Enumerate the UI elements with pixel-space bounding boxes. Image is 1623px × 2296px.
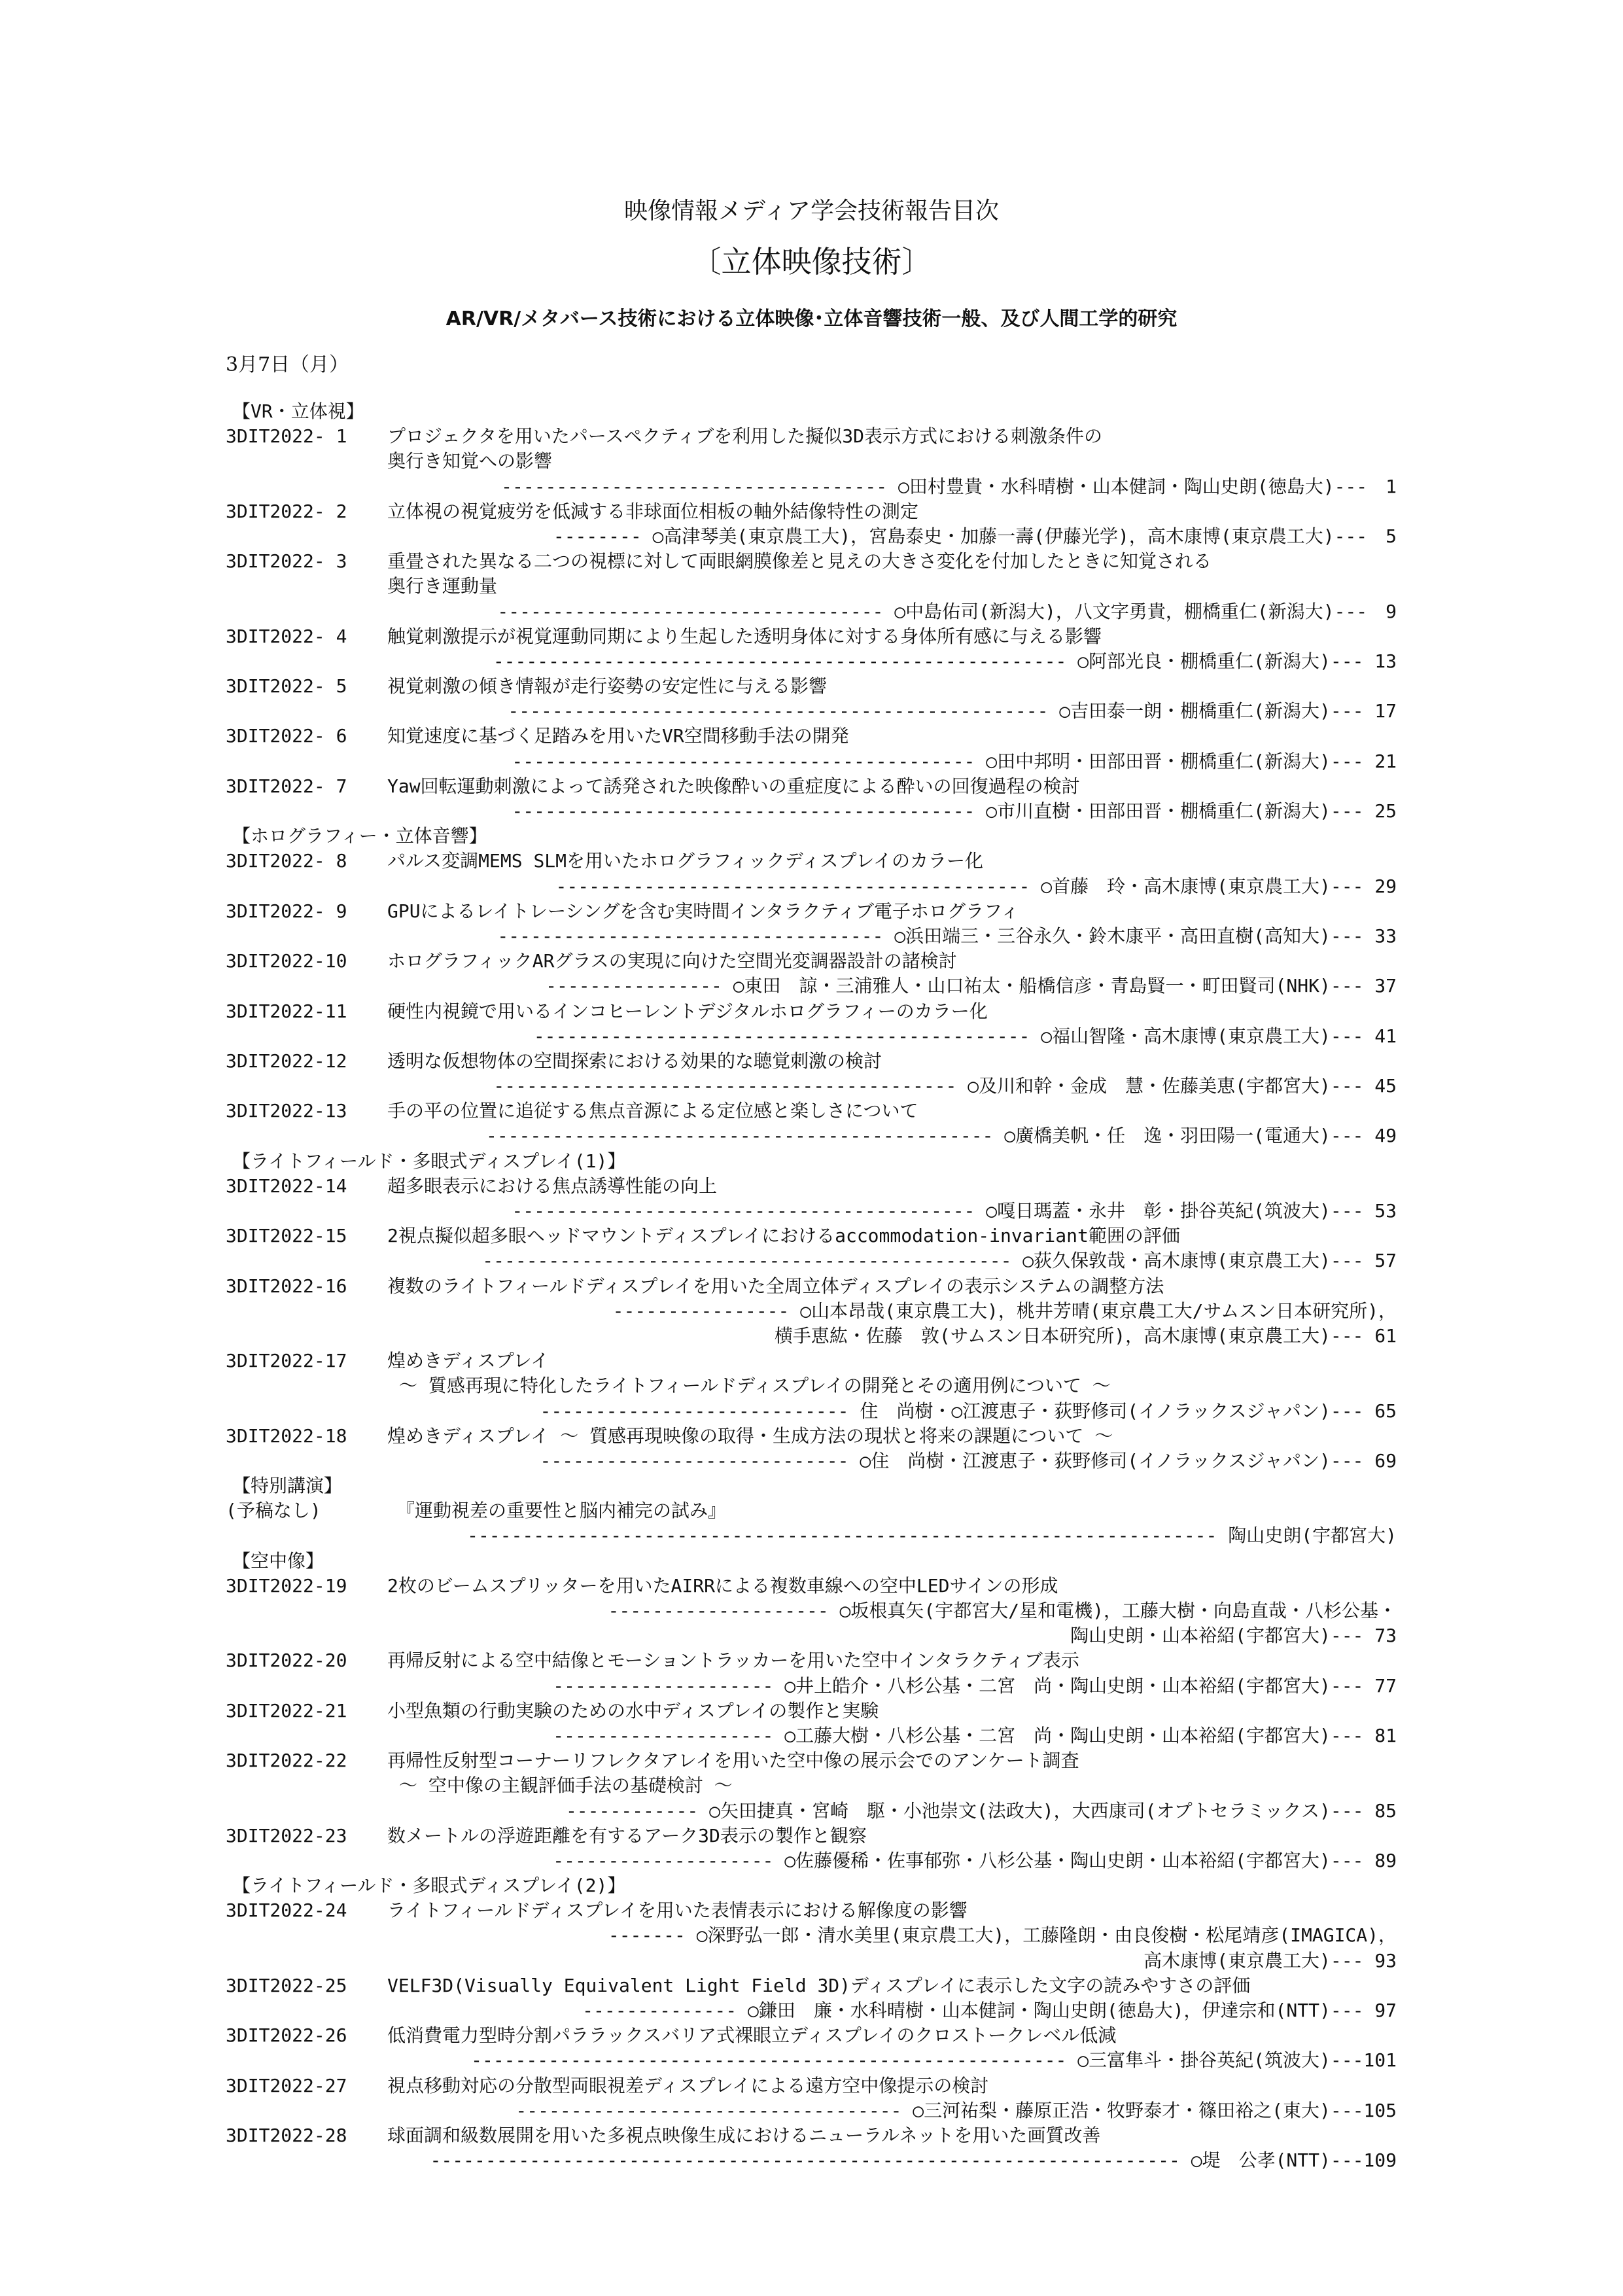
paper-subtitle: ～ 空中像の主観評価手法の基礎検討 ～ — [399, 1775, 733, 1797]
author-line — [226, 2098, 1397, 2123]
paper-id: 3DIT2022-27 — [226, 2074, 347, 2096]
session-heading — [226, 399, 1397, 424]
paper-id: 3DIT2022- 8 — [226, 850, 347, 872]
author-line — [226, 1399, 1397, 1424]
authors-and-page: -------------------------------------------------------------------- 陶山史朗(宇都宮大) — [467, 1525, 1444, 1547]
authors-and-page: 横手恵紘・佐藤 敦(サムスン日本研究所)，高木康博(東京農工大)--- 61 — [774, 1324, 1397, 1347]
paper-title: 重畳された異なる二つの視標に対して両眼網膜像差と見えの大きさ変化を付加したときに知覚される — [387, 550, 1212, 573]
paper-title: ライトフィールドディスプレイを用いた表情表示における解像度の影響 — [387, 1899, 968, 1922]
paper-entry — [226, 499, 1397, 524]
paper-id: 3DIT2022-13 — [226, 1100, 347, 1122]
paper-id: 3DIT2022-24 — [226, 1899, 347, 1922]
paper-entry — [226, 1349, 1397, 1373]
paper-title: 2枚のビームスプリッターを用いたAIRRによる複数車線への空中LEDサインの形成 — [387, 1574, 1058, 1597]
paper-entry — [226, 999, 1397, 1024]
paper-entry — [226, 899, 1397, 924]
author-line — [226, 1623, 1397, 1648]
authors-and-page: ------------------------------------------ ○及川和幹・金成 慧・佐藤美恵(宇都宮大)--- 45 — [493, 1075, 1397, 1097]
author-line — [226, 1799, 1397, 1824]
session-heading-text: 【VR・立体視】 — [232, 400, 364, 422]
paper-id: 3DIT2022- 2 — [226, 500, 347, 522]
paper-entry — [226, 1898, 1397, 1923]
author-line — [226, 749, 1397, 774]
author-line — [226, 924, 1397, 949]
paper-id: 3DIT2022-17 — [226, 1350, 347, 1372]
paper-title: 硬性内視鏡で用いるインコヒーレントデジタルホログラフィーのカラー化 — [387, 1000, 988, 1022]
author-line — [226, 2048, 1397, 2073]
authors-and-page: 陶山史朗・山本裕紹(宇都宮大)--- 73 — [1070, 1625, 1397, 1647]
paper-id: 3DIT2022- 3 — [226, 550, 347, 573]
paper-title: 2視点擬似超多眼ヘッドマウントディスプレイにおけるaccommodation-invariant範囲の評価 — [387, 1225, 1180, 1247]
paper-id: 3DIT2022-16 — [226, 1275, 347, 1297]
authors-and-page: ------------------------------------------------ ○荻久保敦哉・高木康博(東京農工大)--- 57 — [482, 1250, 1397, 1272]
paper-id: 3DIT2022-21 — [226, 1699, 347, 1722]
author-line — [226, 1199, 1397, 1224]
paper-title: 視点移動対応の分散型両眼視差ディスプレイによる遠方空中像提示の検討 — [387, 2074, 989, 2096]
author-line — [226, 599, 1397, 624]
authors-and-page: -------- ○高津琴美(東京農工大)，宮島泰史・加藤一壽(伊藤光学)，高木康博(東京農工大)--- 5 — [553, 525, 1397, 547]
paper-entry — [226, 424, 1397, 449]
author-line — [226, 1299, 1397, 1324]
paper-entry — [226, 549, 1397, 574]
paper-entry — [226, 1099, 1397, 1123]
author-line — [226, 874, 1397, 899]
paper-title: 視覚刺激の傾き情報が走行姿勢の安定性に与える影響 — [387, 675, 828, 698]
session-heading-text: 【ライトフィールド・多眼式ディスプレイ(1)】 — [232, 1150, 626, 1172]
author-line — [226, 1449, 1397, 1474]
paper-entry — [226, 1748, 1397, 1773]
paper-id: 3DIT2022-14 — [226, 1174, 347, 1197]
authors-and-page: ------------------------------------------ ○市川直樹・田部田晋・棚橋重仁(新潟大)--- 25 — [512, 800, 1397, 822]
author-line — [226, 1598, 1397, 1623]
paper-id: 3DIT2022-25 — [226, 1974, 347, 1996]
author-line — [226, 1074, 1397, 1099]
paper-entry — [226, 674, 1397, 699]
session-heading — [226, 1474, 1397, 1498]
paper-id: 3DIT2022- 4 — [226, 625, 347, 647]
paper-title: VELF3D(Visually Equivalent Light Field 3D)ディスプレイに表示した文字の読みやすさの評価 — [387, 1974, 1251, 1996]
paper-title: 小型魚類の行動実験のための水中ディスプレイの製作と実験 — [387, 1699, 879, 1722]
paper-entry — [226, 2074, 1397, 2098]
authors-and-page: ----------------------------------- ○田村豊貴・水科晴樹・山本健詞・陶山史朗(徳島大)--- 1 — [501, 475, 1397, 497]
paper-id: 3DIT2022-22 — [226, 1750, 347, 1772]
authors-and-page: -------------------- ○工藤大樹・八杉公基・二宮 尚・陶山史朗・山本裕紹(宇都宮大)--- 81 — [553, 1724, 1397, 1746]
authors-and-page: ---------------------------------------------- ○廣橋美帆・任 逸・羽田陽一(電通大)--- 49 — [485, 1125, 1397, 1147]
authors-and-page: ----------------------------------- ○中島佑司(新潟大)，八文字勇貴，棚橋重仁(新潟大)--- 9 — [497, 600, 1397, 622]
authors-and-page: 高木康博(東京農工大)--- 93 — [1143, 1949, 1397, 1971]
author-line — [226, 799, 1397, 824]
paper-title-continuation: 奥行き運動量 — [387, 575, 498, 597]
authors-and-page: ---------------------------- 住 尚樹・○江渡恵子・荻野修司(イノラックスジャパン)--- 65 — [540, 1400, 1397, 1422]
paper-entry — [226, 1574, 1397, 1598]
authors-and-page: ------------------------------------------------------ ○三富隼斗・掛谷英紀(筑波大)---101 — [471, 2049, 1397, 2072]
author-line — [226, 1123, 1397, 1148]
paper-title: 立体視の視覚疲労を低減する非球面位相板の軸外結像特性の測定 — [387, 500, 919, 522]
paper-id: 3DIT2022-18 — [226, 1424, 347, 1447]
authors-and-page: ---------------- ○山本昂哉(東京農工大)，桃井芳晴(東京農工大/サムスン日本研究所)， — [612, 1299, 1397, 1322]
paper-entry — [226, 2123, 1397, 2148]
session-heading-text: 【ホログラフィー・立体音響】 — [232, 825, 487, 847]
paper-subtitle: ～ 質感再現に特化したライトフィールドディスプレイの開発とその適用例について ～ — [399, 1375, 1111, 1397]
paper-entry — [226, 1699, 1397, 1723]
document-title: 映像情報メディア学会技術報告目次 — [623, 198, 1000, 224]
authors-and-page: --------------------------------------------- ○福山智隆・高木康博(東京農工大)--- 41 — [533, 1025, 1397, 1047]
paper-title: 煌めきディスプレイ — [387, 1350, 550, 1372]
paper-title: 再帰反射による空中結像とモーショントラッカーを用いた空中インタラクティブ表示 — [387, 1650, 1079, 1672]
paper-title: 煌めきディスプレイ ～ 質感再現映像の取得・生成方法の現状と将来の課題について ～ — [387, 1424, 1113, 1447]
authors-and-page: ------------------------------------------ ○田中邦明・田部田晋・棚橋重仁(新潟大)--- 21 — [512, 750, 1397, 772]
authors-and-page: -------------------- ○坂根真矢(宇都宮大/星和電機)，工藤大樹・向島直哉・八杉公基・ — [608, 1600, 1397, 1621]
session-heading — [226, 1549, 1397, 1574]
paper-title: 手の平の位置に追従する焦点音源による定位感と楽しさについて — [387, 1100, 918, 1122]
author-line — [226, 974, 1397, 998]
author-line — [226, 1848, 1397, 1873]
authors-and-page: -------------------------------------------------------------------- ○堤 公孝(NTT)---109 — [430, 2149, 1397, 2172]
paper-title: 数メートルの浮遊距離を有するアーク3D表示の製作と観察 — [387, 1824, 867, 1846]
session-heading-text: 【ライトフィールド・多眼式ディスプレイ(2)】 — [232, 1875, 626, 1897]
authors-and-page: ------- ○深野弘一郎・清水美里(東京農工大)，工藤隆朗・由良俊樹・松尾靖彦(IMAGICA)， — [608, 1924, 1397, 1947]
session-heading-text: 【空中像】 — [232, 1549, 324, 1572]
paper-id: (予稿なし) — [226, 1500, 321, 1522]
authors-and-page: ------------------------------------------------- ○吉田泰一朗・棚橋重仁(新潟大)--- 17 — [508, 700, 1397, 722]
paper-entry — [226, 1498, 1397, 1523]
paper-title: プロジェクタを用いたパースペクティブを利用した擬似3D表示方式における刺激条件の — [387, 425, 1102, 448]
paper-entry — [226, 949, 1397, 974]
authors-and-page: -------------------- ○井上皓介・八杉公基・二宮 尚・陶山史朗・山本裕紹(宇都宮大)--- 77 — [553, 1674, 1397, 1697]
paper-entry — [226, 1648, 1397, 1673]
paper-entry — [226, 1224, 1397, 1248]
paper-entry — [226, 2023, 1397, 2048]
paper-entry — [226, 1424, 1397, 1449]
paper-id: 3DIT2022-23 — [226, 1824, 347, 1846]
author-line — [226, 474, 1397, 499]
paper-id: 3DIT2022- 6 — [226, 725, 347, 747]
authors-and-page: ---------------------------- ○住 尚樹・江渡恵子・荻野修司(イノラックスジャパン)--- 69 — [540, 1449, 1397, 1472]
author-line — [226, 699, 1397, 724]
paper-id: 3DIT2022-12 — [226, 1050, 347, 1072]
authors-and-page: ------------------------------------------- ○首藤 玲・高木康博(東京農工大)--- 29 — [555, 875, 1397, 897]
author-line — [226, 524, 1397, 549]
authors-and-page: -------------- ○鎌田 廉・水科晴樹・山本健詞・陶山史朗(徳島大)，伊達宗和(NTT)--- 97 — [582, 2000, 1397, 2021]
author-line — [226, 1324, 1397, 1349]
authors-and-page: -------------------- ○佐藤優稀・佐事郁弥・八杉公基・陶山史朗・山本裕紹(宇都宮大)--- 89 — [553, 1849, 1397, 1871]
paper-entry — [226, 1973, 1397, 1998]
session-heading — [226, 824, 1397, 849]
author-line — [226, 1674, 1397, 1699]
paper-id: 3DIT2022-28 — [226, 2124, 347, 2146]
paper-entry — [226, 1824, 1397, 1848]
authors-and-page: ---------------------------------------------------- ○阿部光良・棚橋重仁(新潟大)--- 13 — [493, 650, 1397, 672]
paper-entry — [226, 849, 1397, 874]
authors-and-page: ------------------------------------------ ○嘎日瑪蓋・永井 彰・掛谷英紀(筑波大)--- 53 — [512, 1200, 1397, 1222]
paper-subtitle-line — [226, 1373, 1397, 1398]
paper-title: 超多眼表示における焦点誘導性能の向上 — [387, 1174, 718, 1197]
authors-and-page: ---------------- ○東田 諒・三浦雅人・山口祐太・船橋信彦・青島賢一・町田賢司(NHK)--- 37 — [546, 975, 1397, 997]
paper-title: 球面調和級数展開を用いた多視点映像生成におけるニューラルネットを用いた画質改善 — [387, 2124, 1101, 2146]
paper-id: 3DIT2022-20 — [226, 1650, 347, 1672]
paper-id: 3DIT2022-26 — [226, 2024, 347, 2047]
session-heading — [226, 1149, 1397, 1174]
author-line — [226, 1024, 1397, 1049]
paper-title: 触覚刺激提示が視覚運動同期により生起した透明身体に対する身体所有感に与える影響 — [387, 625, 1102, 647]
paper-title: 透明な仮想物体の空間探索における効果的な聴覚刺激の検討 — [387, 1050, 882, 1072]
session-heading — [226, 1873, 1397, 1898]
paper-title: 知覚速度に基づく足踏みを用いたVR空間移動手法の開発 — [387, 725, 849, 747]
paper-title-continued — [226, 449, 1397, 474]
author-line — [226, 1998, 1397, 2023]
authors-and-page: ----------------------------------- ○三河祐梨・藤原正浩・牧野泰才・篠田裕之(東大)---105 — [515, 2099, 1397, 2121]
paper-id: 3DIT2022- 7 — [226, 775, 347, 797]
authors-and-page: ----------------------------------- ○浜田端三・三谷永久・鈴木康平・高田直樹(高知大)--- 33 — [497, 925, 1397, 947]
author-line — [226, 2148, 1397, 2173]
paper-id: 3DIT2022- 1 — [226, 425, 347, 448]
paper-title: 再帰性反射型コーナーリフレクタアレイを用いた空中像の展示会でのアンケート調査 — [387, 1750, 1079, 1772]
paper-entry — [226, 774, 1397, 799]
author-line — [226, 649, 1397, 674]
authors-and-page: ------------ ○矢田捷真・宮崎 駆・小池崇文(法政大)，大西康司(オプトセラミックス)--- 85 — [565, 1799, 1397, 1822]
paper-id: 3DIT2022- 5 — [226, 675, 347, 698]
author-line — [226, 1949, 1397, 1973]
paper-entry — [226, 724, 1397, 749]
author-line — [226, 1248, 1397, 1273]
paper-title-continuation: 奥行き知覚への影響 — [387, 450, 553, 472]
paper-title: GPUによるレイトレーシングを含む実時間インタラクティブ電子ホログラフィ — [387, 900, 1019, 922]
paper-title-continued — [226, 574, 1397, 599]
paper-id: 3DIT2022-10 — [226, 950, 347, 972]
paper-id: 3DIT2022- 9 — [226, 900, 347, 922]
author-line — [226, 1523, 1444, 1548]
paper-title: 低消費電力型時分割パララックスバリア式裸眼立ディスプレイのクロストークレベル低減 — [387, 2024, 1117, 2047]
table-of-contents — [226, 399, 1444, 2173]
paper-entry — [226, 624, 1397, 649]
paper-entry — [226, 1174, 1397, 1199]
author-line — [226, 1923, 1397, 1948]
paper-subtitle-line — [226, 1773, 1397, 1798]
paper-entry — [226, 1274, 1397, 1299]
paper-title: Yaw回転運動刺激によって誘発された映像酔いの重症度による酔いの回復過程の検討 — [387, 775, 1080, 797]
paper-id: 3DIT2022-19 — [226, 1574, 347, 1597]
paper-title: ホログラフィックARグラスの実現に向けた空間光変調器設計の諸検討 — [387, 950, 957, 972]
session-date: 3月7日（月） — [226, 353, 349, 376]
paper-title: 複数のライトフィールドディスプレイを用いた全周立体ディスプレイの表示システムの調整方法 — [387, 1275, 1164, 1297]
paper-title: 『運動視差の重要性と脳内補完の試み』 — [387, 1500, 727, 1522]
session-heading-text: 【特別講演】 — [232, 1475, 343, 1497]
author-line — [226, 1723, 1397, 1748]
section-title: 〔立体映像技術〕 — [691, 244, 932, 279]
paper-id: 3DIT2022-15 — [226, 1225, 347, 1247]
paper-title: パルス変調MEMS SLMを用いたホログラフィックディスプレイのカラー化 — [387, 850, 984, 872]
paper-id: 3DIT2022-11 — [226, 1000, 347, 1022]
paper-entry — [226, 1049, 1397, 1074]
section-subtitle: AR/VR/メタバース技術における立体映像･立体音響技術一般、及び人間工学的研究 — [445, 308, 1178, 330]
